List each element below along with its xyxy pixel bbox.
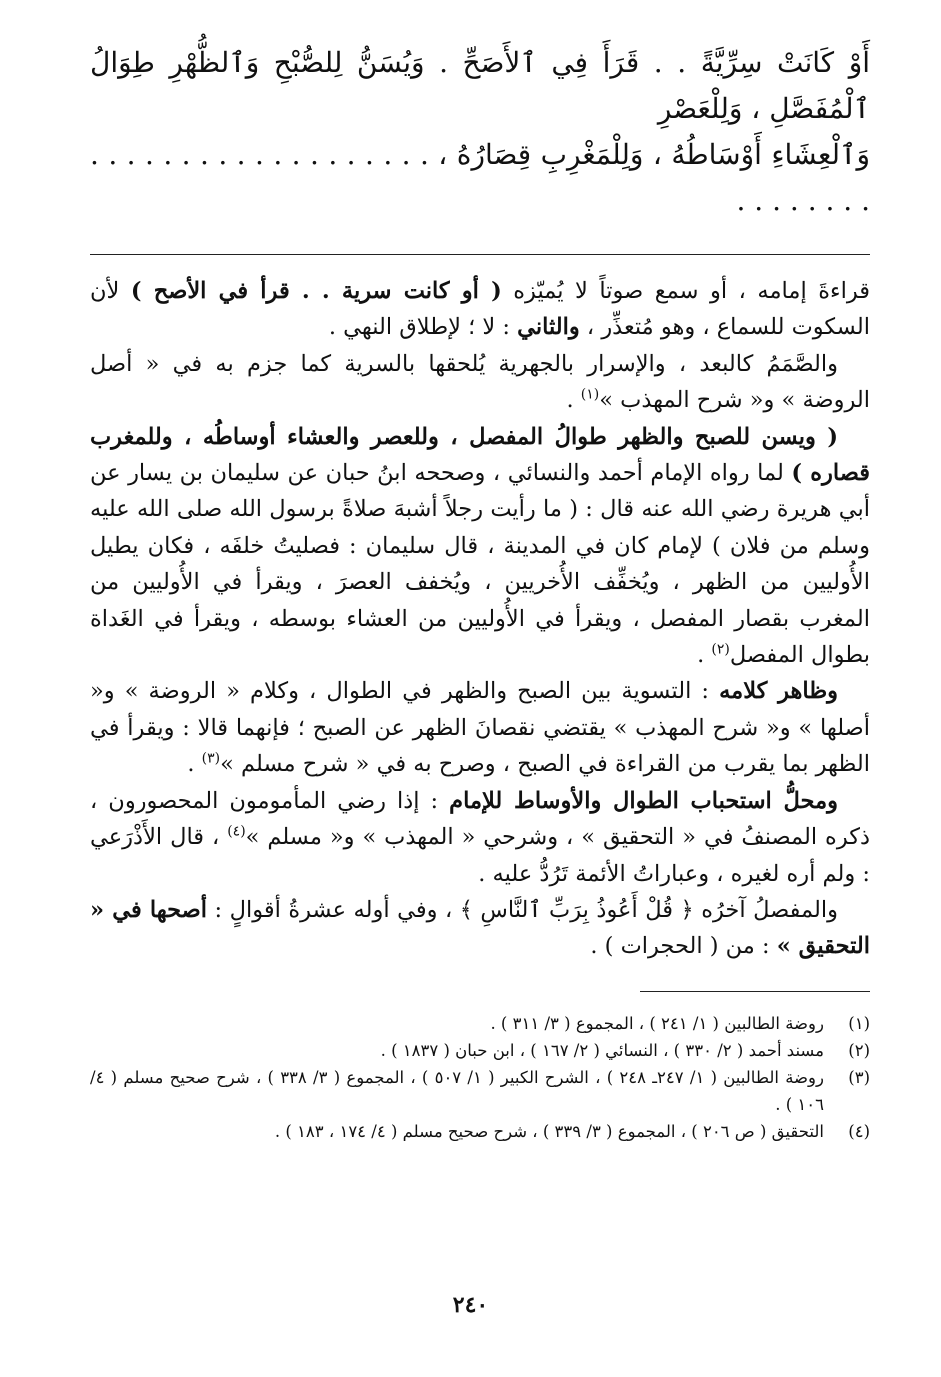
page-body bbox=[90, 40, 870, 1145]
text: : التسوية بين الصبح والظهر في الطوال ، وكلام « الروضة » و« أصلها » و« شرح المهذب » يقتضي نقصانَ الظهر عن الصبح ؛ فإنهما قالا : ويقرأ في الظهر بما يقرب من القراءة في الصبح ، وصرح به في « شرح مسلم » bbox=[90, 678, 870, 778]
text: . bbox=[697, 642, 712, 669]
text: : لا ؛ لإطلاق النهي . bbox=[328, 314, 518, 341]
text: والصَّمَمُ كالبعد ، والإسرار بالجهرية يُلحقها بالسرية كما جزم به في « أصل الروضة » و« شرح المهذب » bbox=[90, 350, 870, 414]
footnote-ref[interactable]: (١) bbox=[580, 386, 600, 403]
text: : من ( الحجرات ) . bbox=[590, 933, 777, 960]
commentary-paragraph-3 bbox=[90, 419, 870, 674]
quoted-matn: ( ويسن للصبح والظهر طوالُ المفصل ، وللعصر والعشاء أوساطُه ، وللمغرب قصاره ) bbox=[90, 423, 870, 487]
footnote-text: مسند أحمد ( ٢/ ٣٣٠ ) ، النسائي ( ٢/ ١٦٧ ) ، ابن حبان ( ١٨٣٧ ) . bbox=[380, 1040, 824, 1060]
footnote bbox=[90, 1118, 870, 1145]
footnote-number: (٣) bbox=[848, 1067, 870, 1087]
text: . bbox=[187, 751, 202, 778]
quoted-matn: ( أو كانت سرية . . قرأ في الأصح ) bbox=[130, 278, 502, 304]
footnote-number: (٢) bbox=[848, 1040, 870, 1060]
text: : إذا رضي المأمومون المحصورون ، ذكره المصنفُ في « التحقيق » ، وشرحي « المهذب » و« مسلم » bbox=[90, 787, 870, 851]
commentary bbox=[90, 273, 870, 965]
matn-line-1: أَوْ كَانَتْ سِرِّيَّةً . . قَرَأَ فِي ٱلأَصَحِّ . وَيُسَنُّ لِلصُّبْحِ وَٱلظُّهْرِ طِوَالُ ٱلْمُفَصَّلِ ، وَلِلْعَصْرِ bbox=[90, 46, 870, 125]
text: لأن السكوت للسماع ، وهو مُتعذِّر ، bbox=[90, 278, 870, 341]
footnote bbox=[90, 1010, 870, 1037]
matn-line-2: وَٱلْعِشَاءِ أَوْسَاطُهُ ، وَلِلْمَغْرِبِ قِصَارُهُ ، . . . . . . . . . . . . . . . . . . . . . . . . . . . bbox=[90, 138, 870, 217]
commentary-paragraph-6 bbox=[90, 892, 870, 965]
commentary-paragraph-1 bbox=[90, 273, 870, 346]
bold-term: أصحها في « التحقيق » bbox=[90, 896, 870, 960]
commentary-paragraph-4 bbox=[90, 673, 870, 782]
text: والمفصلُ آخرُه ﴿ قُلْ أَعُوذُ بِرَبِّ ٱلنَّاسِ ﴾ ، وفي أوله عشرةُ أقوالٍ : bbox=[207, 896, 838, 923]
bold-term: وظاهر كلامه bbox=[719, 678, 838, 705]
footnote-ref[interactable]: (٢) bbox=[711, 641, 730, 658]
footnote-ref[interactable]: (٤) bbox=[227, 823, 246, 840]
commentary-paragraph-5 bbox=[90, 783, 870, 892]
matn-text bbox=[90, 40, 870, 224]
text: قراءةَ إمامه ، أو سمع صوتاً لا يُميّزه bbox=[501, 278, 870, 304]
footnote bbox=[90, 1037, 870, 1064]
footnote-divider bbox=[640, 991, 870, 992]
footnotes bbox=[90, 1010, 870, 1145]
matn-divider bbox=[90, 254, 870, 255]
text: ، قال الأَذْرَعي : ولم أره لغيره ، وعباراتُ الأئمة تَرُدُّ عليه . bbox=[90, 824, 870, 887]
page-number: ٢٤٠ bbox=[452, 1292, 489, 1318]
footnote-ref[interactable]: (٣) bbox=[201, 750, 221, 767]
footnote-number: (١) bbox=[848, 1013, 870, 1033]
footnote bbox=[90, 1064, 870, 1118]
text: لما رواه الإمام أحمد والنسائي ، وصححه ابنُ حبان عن سليمان بن يسار عن أبي هريرة رضي الله عنه قال : ( ما رأيت رجلاً أشبهَ صلاةً برسول الله صلى الله عليه وسلم من فلان ) لإمام كان في المدينة ، قال سليمان : فصليتُ خلفَه ، فكان يطيل الأُوليين من الظهر ، ويُخفِّف الأُخريين ، ويُخفف العصرَ ، ويقرأ في الأُوليين من المغرب بقصار المفصل ، ويقرأ في الأُوليين من العشاء بوسطه ، ويقرأ في الغَداة بطوال المفصل bbox=[90, 460, 870, 669]
bold-term: والثاني bbox=[517, 314, 580, 341]
commentary-paragraph-2 bbox=[90, 346, 870, 419]
footnote-number: (٤) bbox=[848, 1121, 870, 1141]
bold-term: ومحلُّ استحباب الطوال والأوساط للإمام bbox=[449, 787, 838, 814]
footnote-text: روضة الطالبين ( ١/ ٢٤١ ) ، المجموع ( ٣/ ٣١١ ) . bbox=[490, 1013, 824, 1033]
footnote-text: التحقيق ( ص ٢٠٦ ) ، المجموع ( ٣/ ٣٣٩ ) ، شرح صحيح مسلم ( ٤/ ١٧٤ ، ١٨٣ ) . bbox=[274, 1121, 824, 1141]
footnote-text: روضة الطالبين ( ١/ ٢٤٧ـ ٢٤٨ ) ، الشرح الكبير ( ١/ ٥٠٧ ) ، المجموع ( ٣/ ٣٣٨ ) ، شرح صحيح مسلم ( ٤/ ١٠٦ ) . bbox=[90, 1067, 824, 1114]
text: . bbox=[566, 387, 581, 414]
